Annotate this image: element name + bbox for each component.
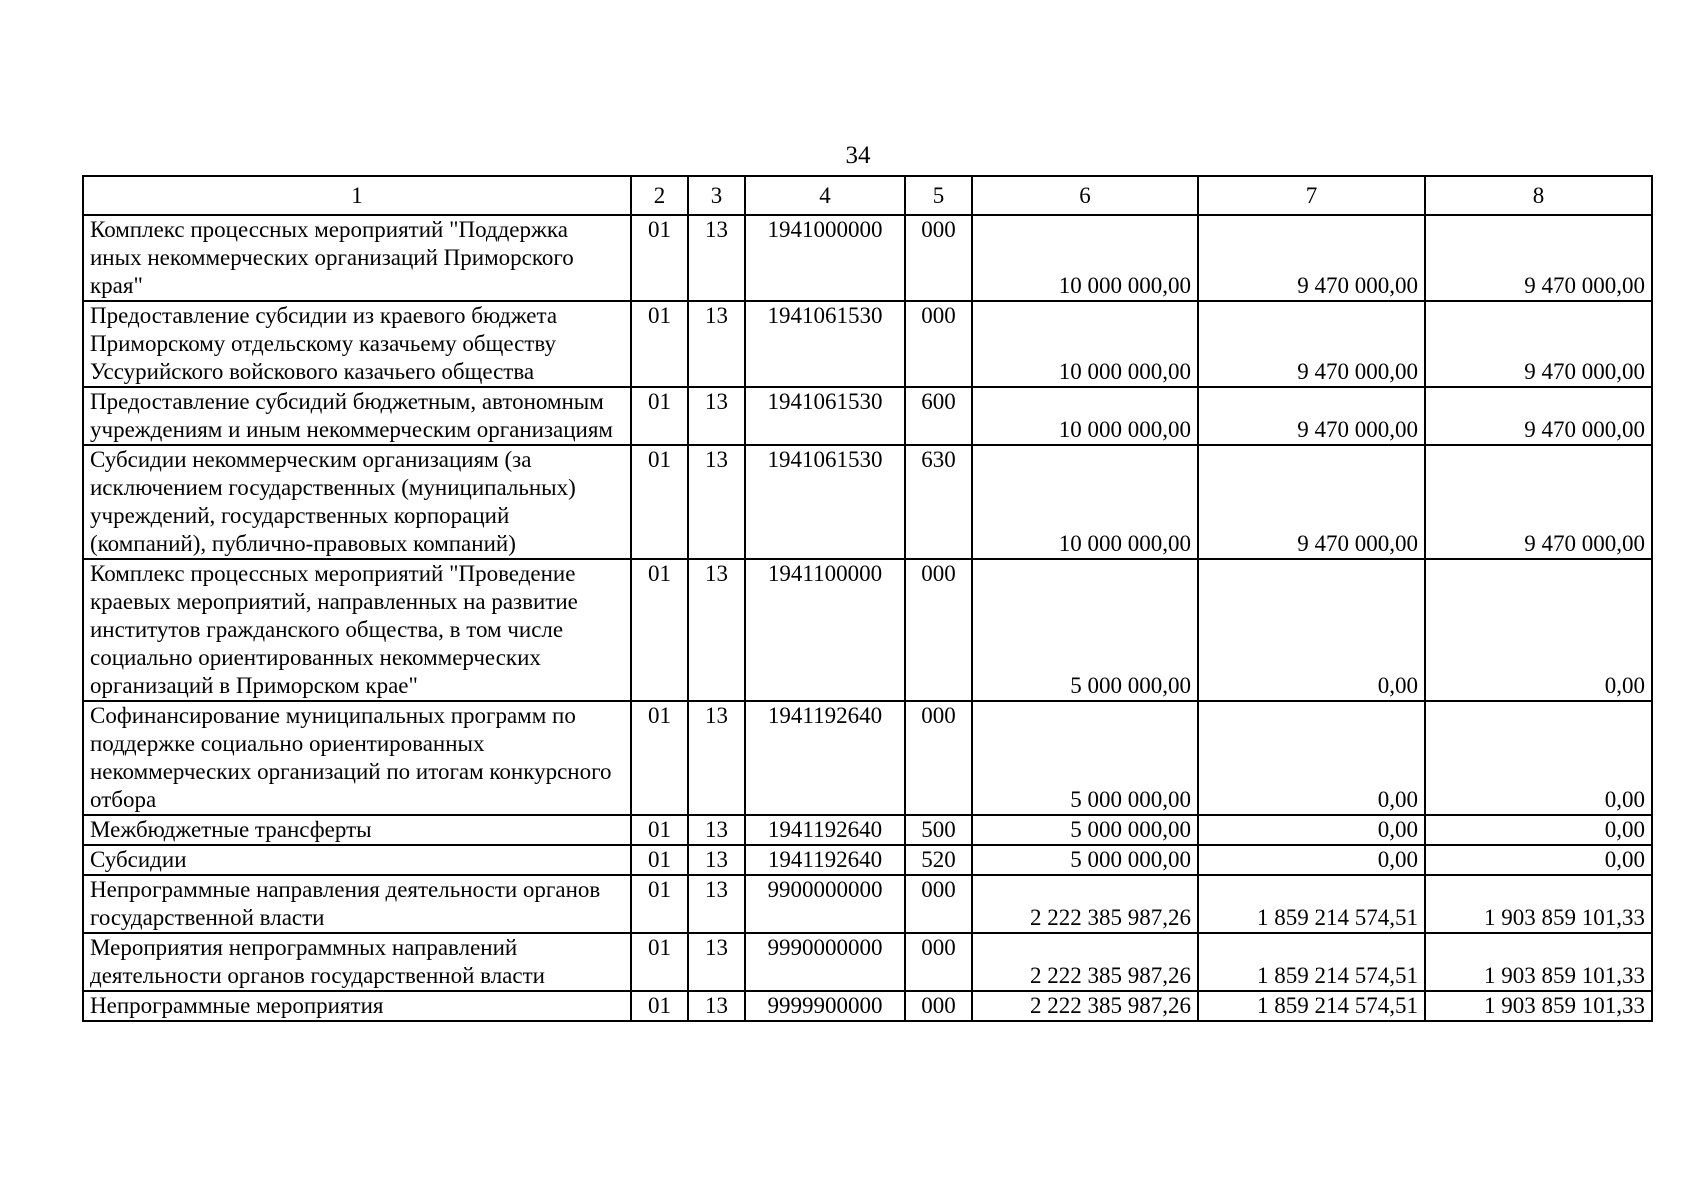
subsection-code-cell: 13 [688,559,745,701]
expense-type-cell: 500 [905,815,972,845]
section-code-cell: 01 [631,559,688,701]
amount-cell: 0,00 [1425,701,1652,815]
table-row [83,875,1652,933]
amount-cell: 1 859 214 574,51 [1198,875,1425,933]
table-row [83,933,1652,991]
expense-type-cell: 000 [905,559,972,701]
subsection-code-cell: 13 [688,387,745,445]
expense-type-cell: 000 [905,701,972,815]
table-row [83,845,1652,875]
target-article-cell: 9900000000 [745,875,905,933]
amount-cell: 5 000 000,00 [972,701,1198,815]
expense-type-cell: 520 [905,845,972,875]
section-code-cell: 01 [631,845,688,875]
section-code-cell: 01 [631,701,688,815]
amount-cell: 1 903 859 101,33 [1425,991,1652,1021]
amount-cell: 9 470 000,00 [1198,387,1425,445]
section-code-cell: 01 [631,301,688,387]
amount-cell: 10 000 000,00 [972,301,1198,387]
item-name-cell: Субсидии некоммерческим организациям (за исключением государственных (муниципальных) учреждений, государственных корпораций (компаний), публично-правовых компаний) [83,445,631,559]
amount-cell: 0,00 [1198,559,1425,701]
header-cell: 4 [745,176,905,215]
subsection-code-cell: 13 [688,991,745,1021]
table-row [83,815,1652,845]
amount-cell: 0,00 [1425,559,1652,701]
target-article-cell: 1941100000 [745,559,905,701]
expense-type-cell: 000 [905,215,972,301]
item-name-cell: Комплекс процессных мероприятий "Проведение краевых мероприятий, направленных на развитие институтов гражданского общества, в том числе социально ориентированных некоммерческих организаций в Приморском крае" [83,559,631,701]
header-cell: 6 [972,176,1198,215]
item-name-cell: Субсидии [83,845,631,875]
target-article-cell: 1941192640 [745,845,905,875]
amount-cell: 1 903 859 101,33 [1425,933,1652,991]
section-code-cell: 01 [631,445,688,559]
amount-cell: 9 470 000,00 [1198,445,1425,559]
header-cell: 8 [1425,176,1652,215]
section-code-cell: 01 [631,215,688,301]
amount-cell: 0,00 [1425,815,1652,845]
amount-cell: 9 470 000,00 [1425,387,1652,445]
target-article-cell: 1941061530 [745,301,905,387]
subsection-code-cell: 13 [688,815,745,845]
header-row [83,176,1652,215]
item-name-cell: Непрограммные направления деятельности органов государственной власти [83,875,631,933]
subsection-code-cell: 13 [688,445,745,559]
target-article-cell: 1941192640 [745,815,905,845]
item-name-cell: Предоставление субсидий бюджетным, автономным учреждениям и иным некоммерческим организациям [83,387,631,445]
subsection-code-cell: 13 [688,845,745,875]
item-name-cell: Мероприятия непрограммных направлений деятельности органов государственной власти [83,933,631,991]
target-article-cell: 1941192640 [745,701,905,815]
subsection-code-cell: 13 [688,701,745,815]
expense-type-cell: 000 [905,991,972,1021]
target-article-cell: 1941000000 [745,215,905,301]
amount-cell: 9 470 000,00 [1198,301,1425,387]
table-row [83,387,1652,445]
header-cell: 7 [1198,176,1425,215]
section-code-cell: 01 [631,933,688,991]
header-cell: 1 [83,176,631,215]
item-name-cell: Межбюджетные трансферты [83,815,631,845]
section-code-cell: 01 [631,875,688,933]
amount-cell: 9 470 000,00 [1198,215,1425,301]
table-row [83,991,1652,1021]
expense-type-cell: 600 [905,387,972,445]
amount-cell: 10 000 000,00 [972,445,1198,559]
amount-cell: 0,00 [1198,701,1425,815]
amount-cell: 10 000 000,00 [972,387,1198,445]
amount-cell: 5 000 000,00 [972,815,1198,845]
expense-type-cell: 000 [905,933,972,991]
amount-cell: 9 470 000,00 [1425,215,1652,301]
target-article-cell: 9999900000 [745,991,905,1021]
table-row [83,701,1652,815]
amount-cell: 5 000 000,00 [972,559,1198,701]
table-row [83,215,1652,301]
subsection-code-cell: 13 [688,933,745,991]
amount-cell: 2 222 385 987,26 [972,933,1198,991]
table-row [83,301,1652,387]
subsection-code-cell: 13 [688,875,745,933]
item-name-cell: Предоставление субсидии из краевого бюджета Приморскому отдельскому казачьему обществу Уссурийского войскового казачьего общества [83,301,631,387]
header-cell: 5 [905,176,972,215]
amount-cell: 1 859 214 574,51 [1198,933,1425,991]
target-article-cell: 9990000000 [745,933,905,991]
amount-cell: 5 000 000,00 [972,845,1198,875]
header-cell: 2 [631,176,688,215]
header-cell: 3 [688,176,745,215]
amount-cell: 10 000 000,00 [972,215,1198,301]
expense-type-cell: 000 [905,875,972,933]
expense-type-cell: 000 [905,301,972,387]
amount-cell: 0,00 [1198,815,1425,845]
expense-type-cell: 630 [905,445,972,559]
budget-table [82,175,1653,1022]
section-code-cell: 01 [631,387,688,445]
table-row [83,445,1652,559]
page-number: 34 [845,142,871,169]
amount-cell: 2 222 385 987,26 [972,991,1198,1021]
target-article-cell: 1941061530 [745,387,905,445]
item-name-cell: Софинансирование муниципальных программ по поддержке социально ориентированных некоммерческих организаций по итогам конкурсного отбора [83,701,631,815]
amount-cell: 9 470 000,00 [1425,301,1652,387]
item-name-cell: Комплекс процессных мероприятий "Поддержка иных некоммерческих организаций Приморского края" [83,215,631,301]
target-article-cell: 1941061530 [745,445,905,559]
amount-cell: 9 470 000,00 [1425,445,1652,559]
amount-cell: 1 903 859 101,33 [1425,875,1652,933]
amount-cell: 0,00 [1425,845,1652,875]
section-code-cell: 01 [631,815,688,845]
subsection-code-cell: 13 [688,215,745,301]
section-code-cell: 01 [631,991,688,1021]
amount-cell: 0,00 [1198,845,1425,875]
amount-cell: 2 222 385 987,26 [972,875,1198,933]
item-name-cell: Непрограммные мероприятия [83,991,631,1021]
table-row [83,559,1652,701]
subsection-code-cell: 13 [688,301,745,387]
amount-cell: 1 859 214 574,51 [1198,991,1425,1021]
